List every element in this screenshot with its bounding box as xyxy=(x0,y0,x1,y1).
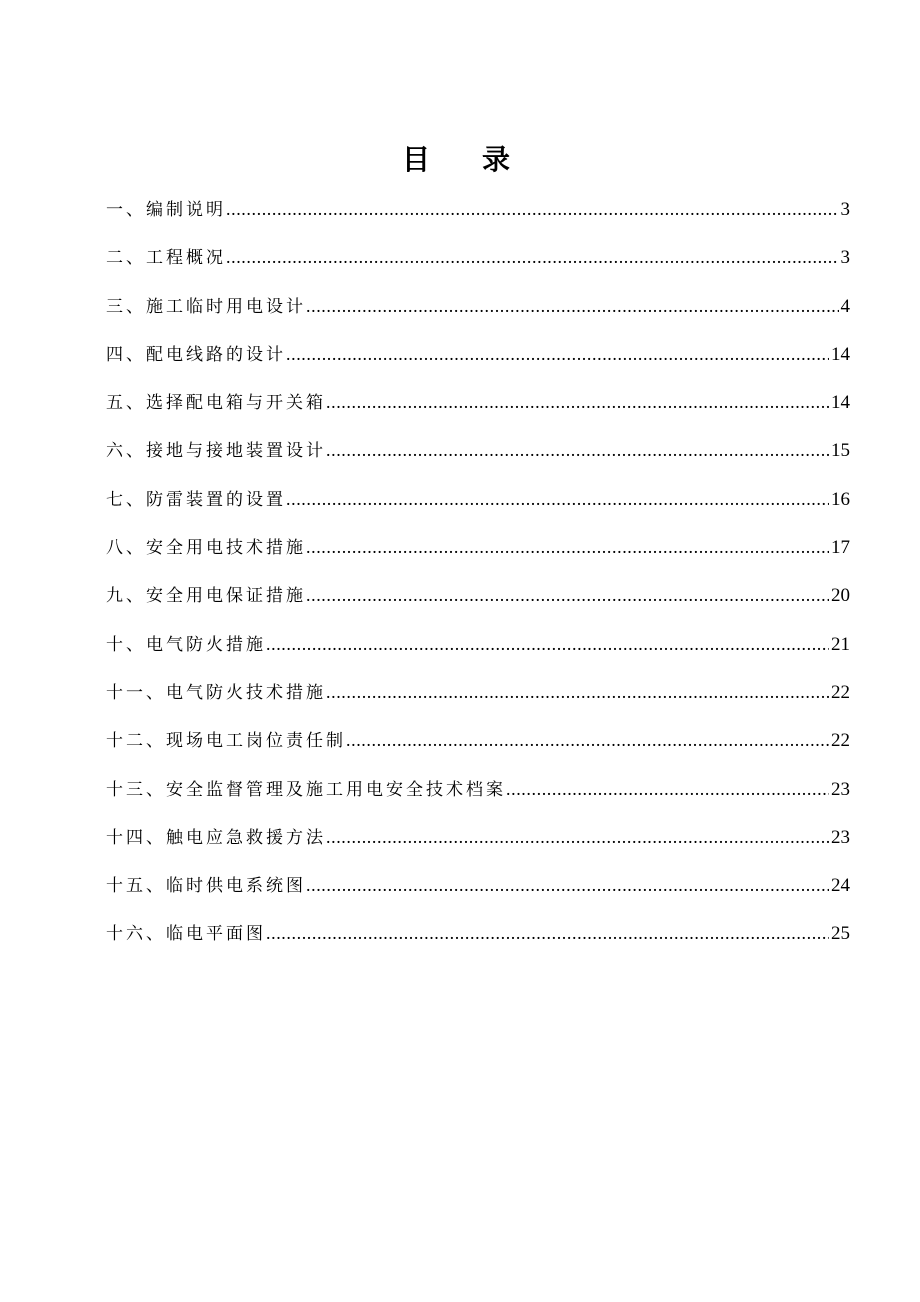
toc-dot-leader xyxy=(306,530,829,564)
toc-entry[interactable] xyxy=(106,482,850,530)
toc-entry-page: 17 xyxy=(831,537,850,559)
toc-entry-page: 25 xyxy=(831,923,850,945)
toc-entry[interactable] xyxy=(106,385,850,433)
toc-entry[interactable] xyxy=(106,289,850,337)
toc-entry-label: 三、施工临时用电设计 xyxy=(106,296,306,317)
toc-entry[interactable] xyxy=(106,530,850,578)
toc-entry-page: 16 xyxy=(831,488,850,510)
toc-entry-label: 九、安全用电保证措施 xyxy=(106,586,306,607)
toc-entry-label: 七、防雷装置的设置 xyxy=(106,489,286,510)
toc-dot-leader xyxy=(306,868,829,902)
toc-entry[interactable] xyxy=(106,433,850,481)
toc-entry-label: 十三、安全监督管理及施工用电安全技术档案 xyxy=(106,779,506,800)
toc-dot-leader xyxy=(506,772,829,806)
toc-entry[interactable] xyxy=(106,916,850,964)
toc-entry-label: 十六、临电平面图 xyxy=(106,924,266,945)
toc-entry-label: 十四、触电应急救援方法 xyxy=(106,827,326,848)
toc-entry-label: 十一、电气防火技术措施 xyxy=(106,682,326,703)
toc-entry-page: 24 xyxy=(831,875,850,897)
toc-entry-page: 21 xyxy=(831,633,850,655)
toc-title: 目录 xyxy=(401,143,562,176)
toc-entry-page: 23 xyxy=(831,778,850,800)
toc-entry-label: 十二、现场电工岗位责任制 xyxy=(106,731,346,752)
toc-entry-label: 八、安全用电技术措施 xyxy=(106,538,306,559)
toc-entry-label: 五、选择配电箱与开关箱 xyxy=(106,393,326,414)
toc-entry-page: 22 xyxy=(831,681,850,703)
toc-entry[interactable] xyxy=(106,868,850,916)
toc-entry-page: 14 xyxy=(831,392,850,414)
toc-entry[interactable] xyxy=(106,578,850,626)
toc-entry-page: 15 xyxy=(831,440,850,462)
toc-entry-label: 十五、临时供电系统图 xyxy=(106,876,306,897)
toc-dot-leader xyxy=(286,482,829,516)
toc-entry[interactable] xyxy=(106,723,850,771)
toc-dot-leader xyxy=(266,627,829,661)
toc-dot-leader xyxy=(226,192,839,226)
toc-dot-leader xyxy=(266,916,829,950)
toc-entry-label: 四、配电线路的设计 xyxy=(106,344,286,365)
toc-entry-page: 14 xyxy=(831,343,850,365)
toc-entry-page: 3 xyxy=(840,247,850,269)
toc-dot-leader xyxy=(326,675,829,709)
toc-entry-page: 20 xyxy=(831,585,850,607)
toc-dot-leader xyxy=(286,337,829,371)
toc-entry-page: 3 xyxy=(840,199,850,220)
toc-entry[interactable] xyxy=(106,192,850,240)
toc-entry-label: 一、编制说明 xyxy=(106,200,226,220)
toc-dot-leader xyxy=(326,385,829,419)
toc-entry[interactable] xyxy=(106,337,850,385)
toc-entry-page: 22 xyxy=(831,730,850,752)
toc-dot-leader xyxy=(306,578,829,612)
toc-entry-label: 十、电气防火措施 xyxy=(106,634,266,655)
toc-entry[interactable] xyxy=(106,627,850,675)
toc-dot-leader xyxy=(326,433,829,467)
toc-entry-page: 23 xyxy=(831,826,850,848)
toc-dot-leader xyxy=(226,240,839,274)
toc-entry-page: 4 xyxy=(840,295,850,317)
toc-dot-leader xyxy=(306,289,839,323)
toc-entry-label: 二、工程概况 xyxy=(106,248,226,269)
toc-entry[interactable] xyxy=(106,820,850,868)
toc-list xyxy=(106,192,850,965)
toc-dot-leader xyxy=(326,820,829,854)
toc-entry-label: 六、接地与接地装置设计 xyxy=(106,441,326,462)
toc-entry[interactable] xyxy=(106,675,850,723)
toc-entry[interactable] xyxy=(106,772,850,820)
toc-dot-leader xyxy=(346,723,829,757)
toc-entry[interactable] xyxy=(106,240,850,288)
